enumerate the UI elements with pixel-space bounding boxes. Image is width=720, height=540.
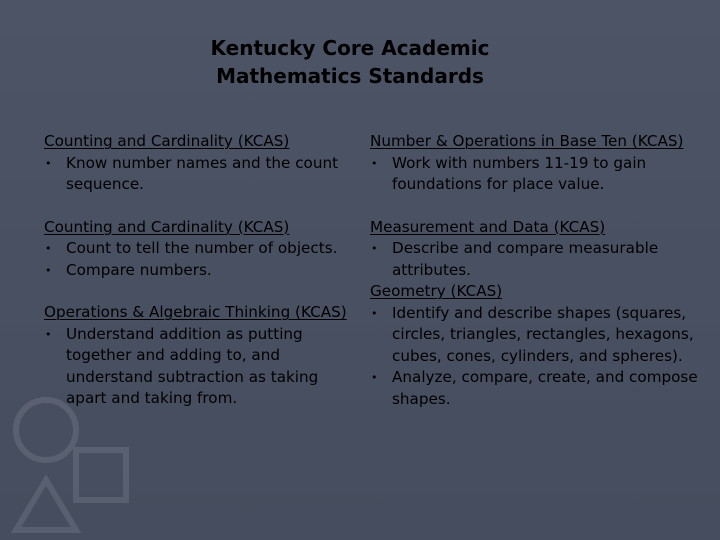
title-line-2: Mathematics Standards [216, 64, 484, 88]
left-column [44, 131, 354, 410]
bullet-item: • Understand addition as putting together and adding to, and understand subtraction as taking apart and taking from. [44, 324, 354, 410]
standard-section [44, 217, 354, 282]
bullet-list [370, 303, 715, 411]
bullet-list [44, 324, 354, 410]
bullet-item: • Know number names and the count sequence. [44, 153, 354, 196]
bullet-item: • Count to tell the number of objects. [44, 238, 354, 260]
standard-section [44, 131, 354, 196]
standard-section [370, 131, 715, 196]
bullet-list [370, 238, 715, 281]
bullet-list [370, 153, 715, 196]
standard-heading: Geometry (KCAS) [370, 282, 503, 300]
standard-heading: Counting and Cardinality (KCAS) [44, 217, 290, 236]
bullet-item: • Work with numbers 11-19 to gain foundations for place value. [370, 153, 715, 196]
standard-heading: Operations & Algebraic Thinking (KCAS) [44, 303, 347, 321]
bullet-list [44, 238, 354, 281]
standard-heading: Number & Operations in Base Ten (KCAS) [370, 132, 684, 150]
standard-heading: Counting and Cardinality (KCAS) [44, 132, 290, 150]
bullet-item: • Analyze, compare, create, and compose shapes. [370, 367, 715, 410]
title-line-1: Kentucky Core Academic [210, 36, 490, 60]
standard-section [44, 302, 354, 410]
standard-heading: Measurement and Data (KCAS) [370, 217, 606, 236]
right-column [370, 131, 715, 410]
bullet-item: • Describe and compare measurable attributes. [370, 238, 715, 281]
page-title [0, 34, 700, 90]
bullet-item: • Compare numbers. [44, 260, 354, 282]
standard-section [370, 217, 715, 282]
bullet-item: • Identify and describe shapes (squares, circles, triangles, rectangles, hexagons, cubes, cones, cylinders, and spheres). [370, 303, 715, 368]
bullet-list [44, 153, 354, 196]
standard-section [370, 281, 715, 410]
